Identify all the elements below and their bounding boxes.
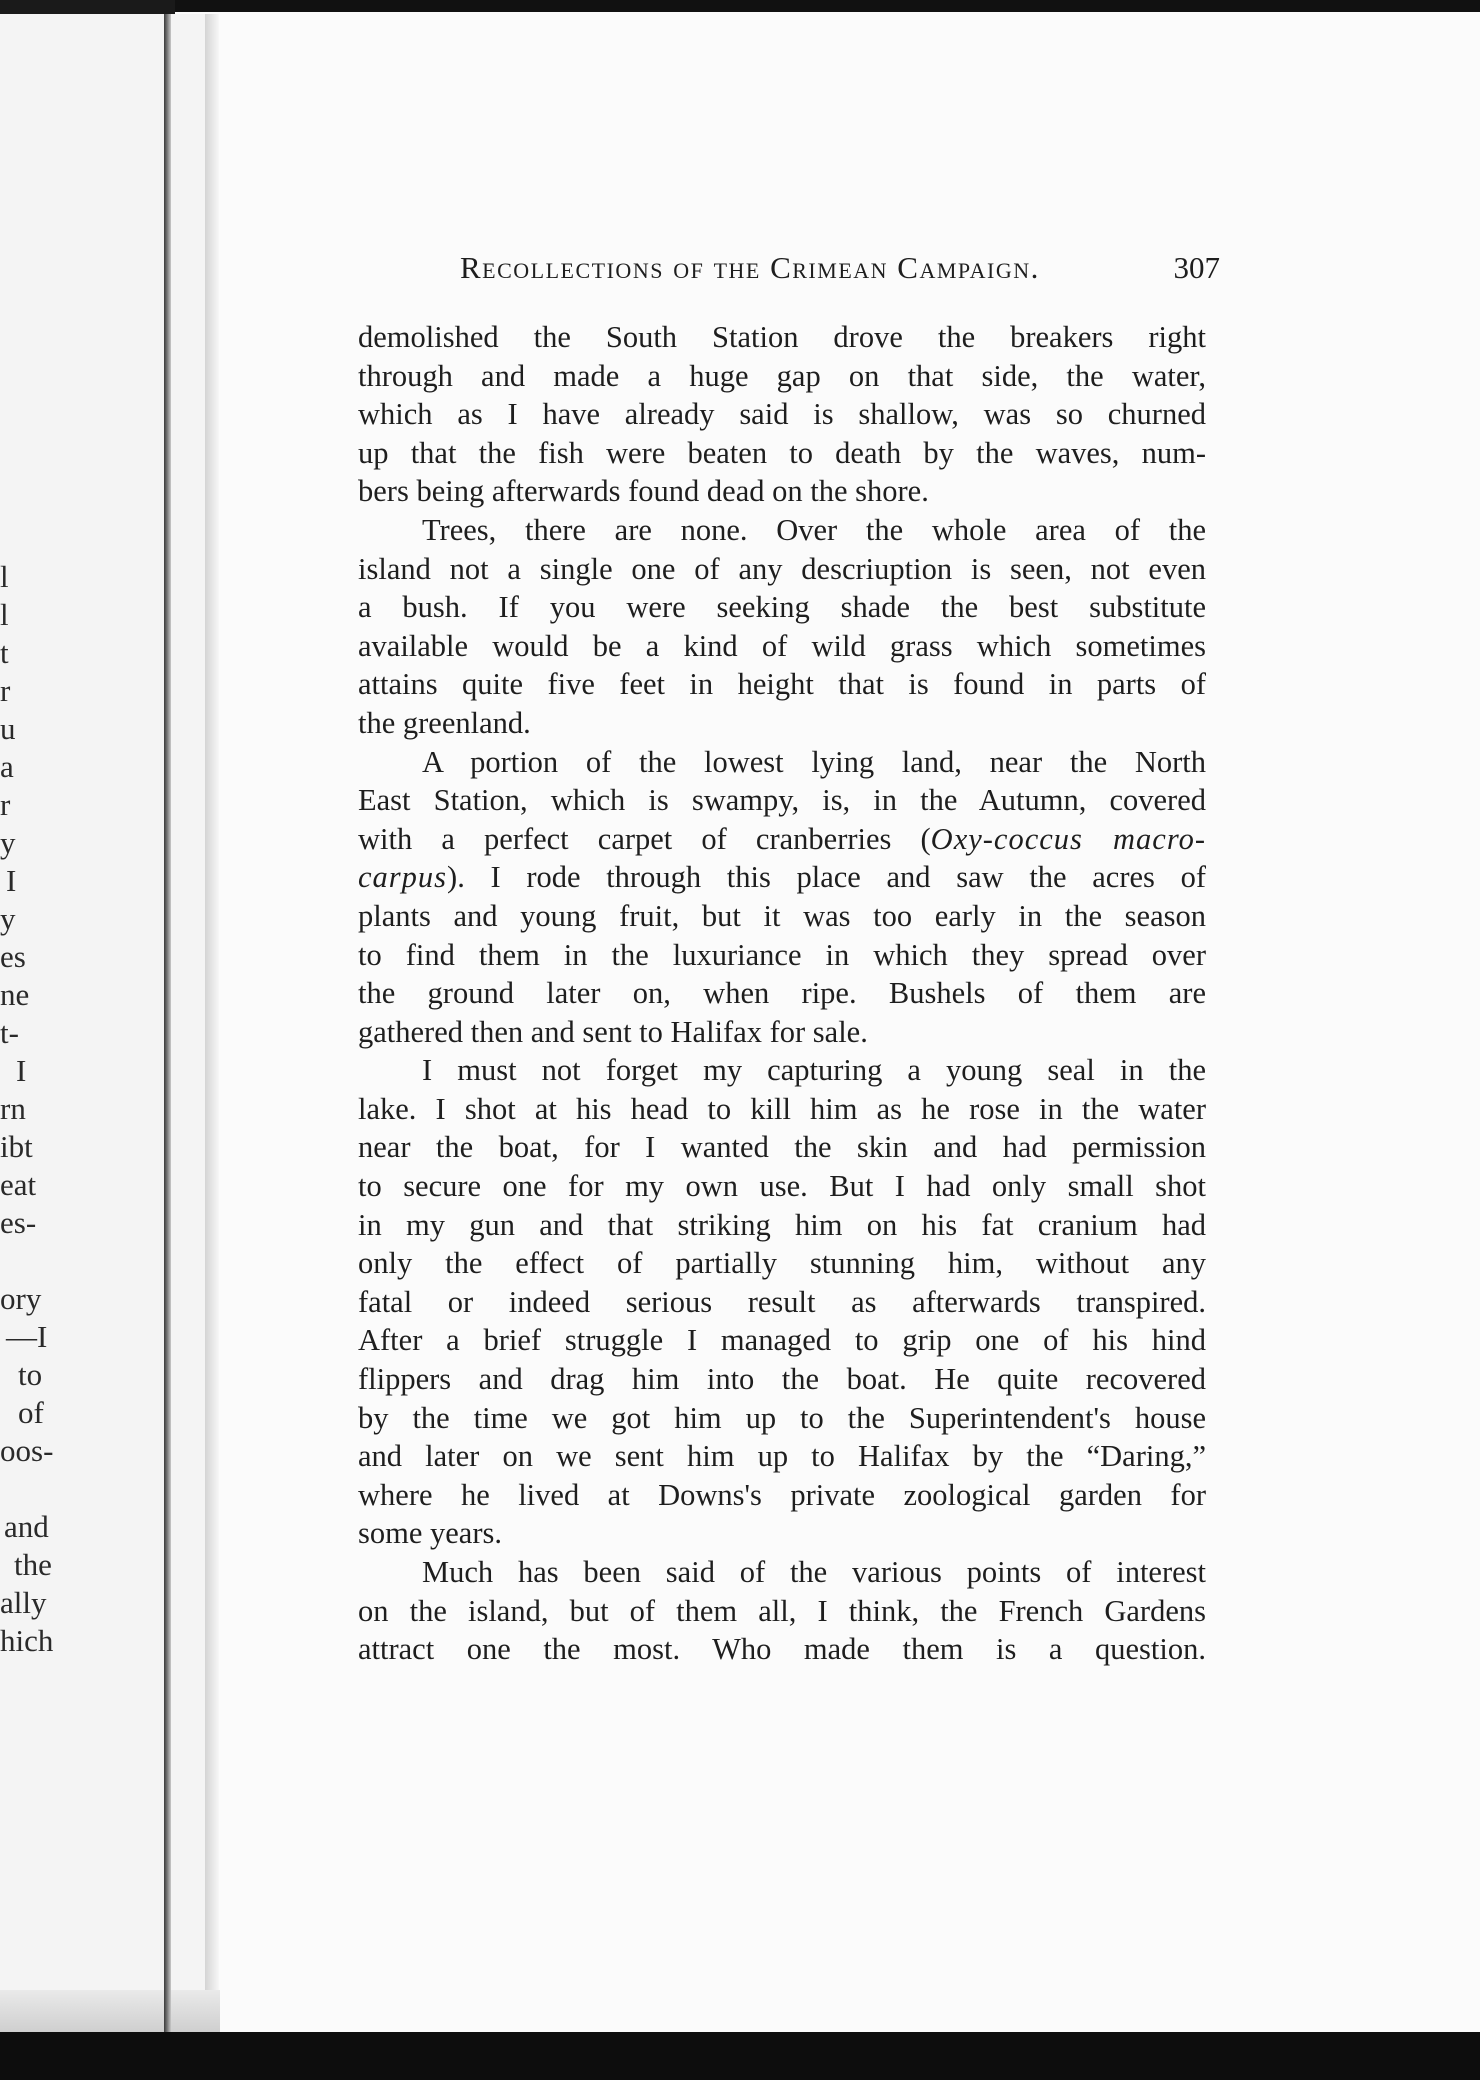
text-line: After a brief struggle I managed to grip one of his hind (358, 1323, 1206, 1358)
page-shadow (205, 14, 219, 2032)
italic-text: carpus (358, 860, 448, 895)
facing-page-shade (0, 1990, 220, 2032)
fragment: t (0, 635, 9, 670)
fragment: and (4, 1509, 49, 1544)
facing-page (0, 14, 215, 2032)
paragraph (358, 318, 1206, 511)
text-line: by the time we got him up to the Superintendent's house (358, 1400, 1206, 1435)
fragment: ally (0, 1585, 47, 1620)
italic-text: Oxy-coccus macro- (930, 821, 1206, 856)
text-line: East Station, which is swampy, is, in the Autumn, covered (358, 783, 1206, 818)
text-line: demolished the South Station drove the breakers right (358, 320, 1206, 354)
paragraph (358, 743, 1206, 1052)
text-line: Trees, there are none. Over the whole area of the (422, 512, 1206, 547)
text-line: available would be a kind of wild grass which sometimes (358, 628, 1206, 663)
text-line: A portion of the lowest lying land, near the North (422, 744, 1206, 779)
fragment: es- (0, 1205, 37, 1240)
text-run: with a perfect carpet of cranberries ( (358, 821, 931, 856)
running-head (460, 250, 1220, 290)
text-line: island not a single one of any descriuption is seen, not even (358, 551, 1206, 586)
fragment: ory (0, 1281, 42, 1316)
scan-top-edge (0, 0, 1480, 12)
book-gutter (164, 8, 171, 2032)
text-line: attains quite five feet in height that is found in parts of (358, 667, 1206, 702)
fragment: l (0, 597, 9, 632)
text-line: lake. I shot at his head to kill him as he rose in the water (358, 1091, 1206, 1126)
text-line: in my gun and that striking him on his fat cranium had (358, 1207, 1206, 1242)
text-line: Much has been said of the various points of interest (422, 1555, 1206, 1589)
text-line: I must not forget my capturing a young seal in the (422, 1053, 1206, 1088)
paragraph (358, 1553, 1206, 1669)
fragment: of (18, 1395, 44, 1430)
paragraph (358, 1051, 1206, 1553)
fragment: r (0, 787, 11, 822)
text-line: a bush. If you were seeking shade the best substitute (358, 590, 1206, 625)
text-line: gathered then and sent to Halifax for sale. (358, 1014, 868, 1049)
scan-top-edge-left (0, 0, 175, 14)
fragment: ibt (0, 1129, 33, 1164)
fragment: I (16, 1053, 27, 1088)
text-line: to secure one for my own use. But I had only small shot (358, 1169, 1206, 1204)
fragment: r (0, 673, 11, 708)
text-line (358, 820, 1206, 859)
fragment: rn (0, 1091, 26, 1126)
text-line: through and made a huge gap on that side, the water, (358, 358, 1206, 393)
text-line: near the boat, for I wanted the skin and had permission (358, 1130, 1206, 1165)
fragment: hich (0, 1623, 54, 1658)
fragment: y (0, 901, 16, 936)
fragment: y (0, 825, 16, 860)
text-line: fatal or indeed serious result as afterwards transpired. (358, 1284, 1206, 1319)
text-line: up that the fish were beaten to death by the waves, num- (358, 435, 1206, 470)
paragraph (358, 511, 1206, 743)
text-line: which as I have already said is shallow, was so churned (358, 397, 1206, 432)
fragment: t- (0, 1015, 19, 1050)
fragment: to (18, 1357, 43, 1392)
body-text (358, 318, 1206, 1669)
fragment: —I (6, 1319, 48, 1354)
text-line: to find them in the luxuriance in which they spread over (358, 937, 1206, 972)
fragment: l (0, 559, 9, 594)
fragment: a (0, 749, 14, 784)
text-run: ). I rode through this place and saw the acres of (447, 860, 1206, 895)
page-number: 307 (1173, 250, 1220, 285)
text-line (358, 858, 1206, 897)
text-line: flippers and drag him into the boat. He quite recovered (358, 1362, 1206, 1397)
fragment: ne (0, 977, 30, 1012)
text-line: the greenland. (358, 705, 531, 740)
fragment: es (0, 939, 26, 974)
text-line: plants and young fruit, but it was too early in the season (358, 898, 1206, 933)
text-line: attract one the most. Who made them is a question. (358, 1632, 1206, 1667)
text-line: where he lived at Downs's private zoological garden for (358, 1477, 1206, 1512)
fragment: I (6, 863, 17, 898)
text-line: only the effect of partially stunning him, without any (358, 1246, 1206, 1281)
text-line: on the island, but of them all, I think, the French Gardens (358, 1593, 1206, 1628)
text-line: bers being afterwards found dead on the shore. (358, 474, 929, 509)
fragment: oos- (0, 1433, 54, 1468)
fragment: eat (0, 1167, 37, 1202)
scan-bottom-edge (0, 2032, 1480, 2080)
fragment: the (14, 1547, 52, 1582)
text-line: and later on we sent him up to Halifax by the “Daring,” (358, 1439, 1206, 1474)
running-head-title: Recollections of the Crimean Campaign. (460, 250, 1040, 285)
fragment: u (0, 711, 16, 746)
text-line: the ground later on, when ripe. Bushels of them are (358, 976, 1206, 1011)
text-line: some years. (358, 1516, 502, 1551)
